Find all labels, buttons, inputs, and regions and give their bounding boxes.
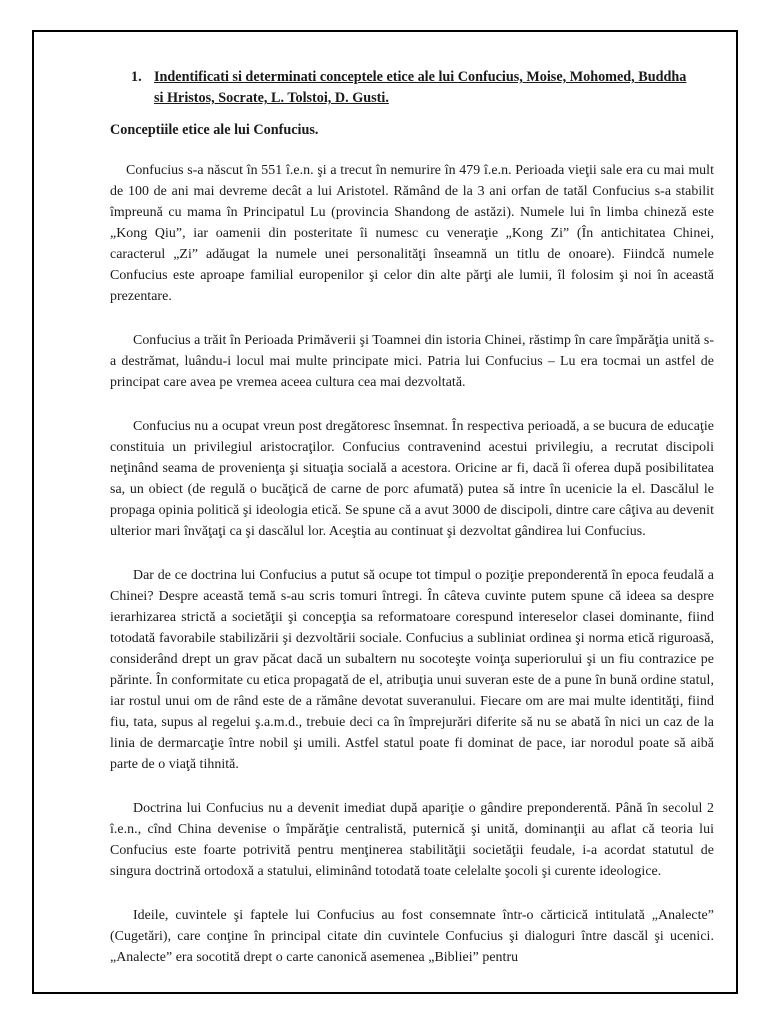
section-title: Conceptiile etice ale lui Confucius. <box>110 122 319 138</box>
paragraph: Doctrina lui Confucius nu a devenit imediat după apariţie o gândire preponderentă. Până în secolul 2 î.e.n., cînd China devenise o împărăţie centralistă, puternică şi unită, dominanţii au aflat că teoria lui Confucius este foarte potrivită pentru menţinerea stabilităţii societăţii feudale, i-a acordat statutul de singura doctrină ortodoxă a statului, eliminând totodată toate celelalte şocoli şi curente ideologice. <box>110 801 714 879</box>
heading-number: 1. <box>131 69 142 85</box>
paragraph: Dar de ce doctrina lui Confucius a putut să ocupe tot timpul o poziţie preponderentă în epoca feudală a Chinei? Despre această temă s-au scris tomuri întregi. În câteva cuvinte putem spune că ideea sa despre ierarhizarea strictă a societăţii şi concepţia sa reformatoare corespund intereselor clasei dominante, fiind totodată favorabile stabilizării şi dezvoltării sociale. Confucius a subliniat ordinea şi norma etică riguroasă, considerând drept un grav păcat dacă un subaltern nu socoteşte voinţa superiorului şi un fiu contrazice pe părinte. În conformitate cu etica propagată de el, atribuţia unui suveran este de a pune în bună ordine statul, iar rostul unui om de rând este de a rămâne devotat suveranului. Fiecare om are mai multe identităţi, fiind fiu, tata, supus al regelui ş.a.m.d., trebuie deci ca în împrejurări diferite să nu se abată în nici un caz de la linia de dermarcaţie între nobil şi umili. Astfel statul poate fi dominat de pace, iar norodul poate să aibă parte de o viaţă tihnită. <box>110 568 714 772</box>
paragraph: Confucius s-a născut în 551 î.e.n. şi a trecut în nemurire în 479 î.e.n. Perioada vieţii sale era cu mai mult de 100 de ani mai devreme decât a lui Aristotel. Rămând de la 3 ani orfan de tatăl Confucius s-a stabilit împreună cu mama în Principatul Lu (provincia Shandong de astăzi). Numele lui în limba chineză este „Kong Qiu”, iar oamenii din posteritate îi numesc cu veneraţie „Kong Zi” (În antichitatea Chinei, caracterul „Zi” adăugat la numele unei personalităţi înseamnă un titlu de onoare). Fiindcă numele Confucius este aproape familial europenilor şi celor din alte părţi ale lumii, îl folosim şi noi în această prezentare. <box>110 163 714 304</box>
question-heading <box>131 67 691 109</box>
document-body <box>110 160 714 968</box>
heading-text: Indentificati si determinati conceptele etice ale lui Confucius, Moise, Mohomed, Buddha si Hristos, Socrate, L. Tolstoi, D. Gusti. <box>154 69 687 106</box>
paragraph: Confucius nu a ocupat vreun post dregătoresc însemnat. În respectiva perioadă, a se bucura de educaţie constituia un privilegiul aristocraţilor. Confucius contravenind acestui privilegiu, a recrutat discipoli neţinând seama de provenienţa şi situaţia socială a acestora. Oricine ar fi, dacă îi oferea după posibilitatea sa, un obiect (de regulă o bucăţică de carne de porc afumată) putea să intre în ucenicie la el. Dascălul le propaga opinia politică şi ideologia etică. Se spune că a avut 3000 de discipoli, dintre care câţiva au devenit ulterior mari învăţaţi ca şi dascălul lor. Aceştia au continuat şi dezvoltat gândirea lui Confucius. <box>110 419 714 539</box>
paragraph: Confucius a trăit în Perioada Primăverii şi Toamnei din istoria Chinei, răstimp în care împărăţia unită s-a destrămat, luându-i locul mai multe principate mici. Patria lui Confucius – Lu era tocmai un astfel de principat care avea pe vremea aceea cultura cea mai dezvoltată. <box>110 333 714 390</box>
paragraph: Ideile, cuvintele şi faptele lui Confucius au fost consemnate într-o cărticică intitulată „Analecte” (Cugetări), care conţine în principal citate din cuvintele Confucius şi dialoguri între dascăl şi ucenici. „Analecte” era socotită drept o carte canonică asemenea „Bibliei” pentru <box>110 908 714 965</box>
